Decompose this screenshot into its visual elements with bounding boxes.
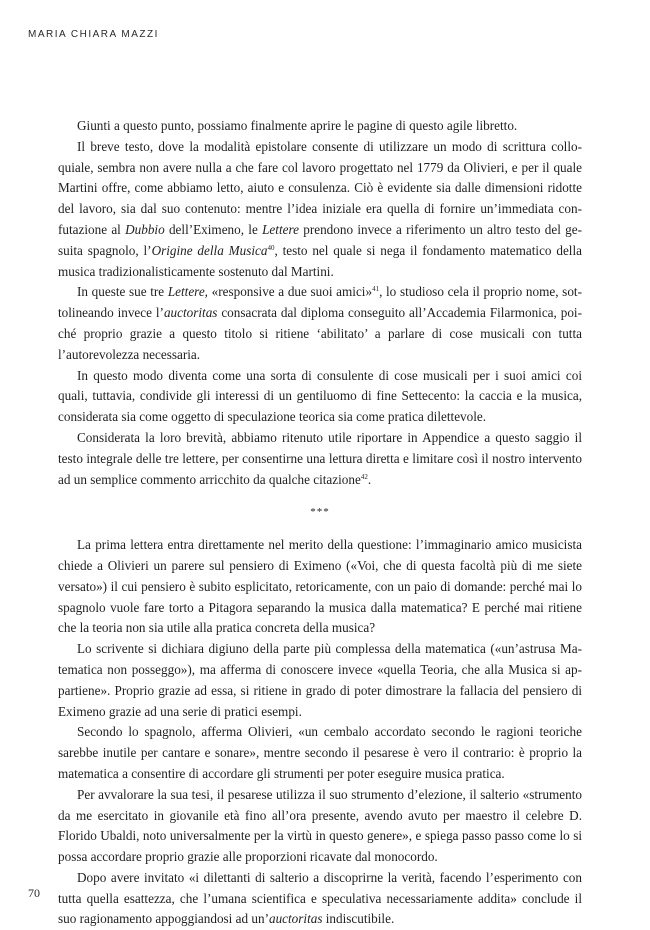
paragraphs-before (58, 116, 582, 490)
text-run: La prima lettera entra direttamente nel merito della questione: l’immaginario amico musicista chiede a Olivieri un parere sul pensiero di Eximeno («Voi, che di questa facoltà più di me siete versato») il cui pensiero è subito esplicitato, retoricamente, con un paio di domande: perché mai lo spagnolo vuole fare torto a Pitagora separando la musica dalla matematica? E perché mai ritiene che la teoria non sia utile alla pratica concreta della musica? (58, 537, 582, 636)
text-run: «responsive a due suoi amici» (207, 284, 373, 300)
paragraph (58, 116, 582, 137)
footnote-ref: 42 (360, 472, 368, 481)
text-run: , testo nel quale si nega il fondamento matematico della musica tradizionalisticamente sostenuto dal Martini. (58, 242, 582, 279)
text-run: prendono invece a riferimento un altro testo del gesuita spagnolo, l’ (58, 221, 583, 258)
paragraph (58, 785, 582, 868)
text-run: Considerata la loro brevità, abbiamo ritenuto utile riportare in Appendice a questo saggio il testo integrale delle tre lettere, per consentirne una lettura diretta e limitare così il nostro intervento ad un semplice commento arricchito da qualche citazione (58, 429, 582, 487)
italic-text: Origine della Musica (151, 242, 268, 258)
text-run: Giunti a questo punto, possiamo finalmente aprire le pagine di questo agile libretto. (77, 118, 518, 133)
text-run: . (367, 471, 372, 487)
text-run: Dopo avere invitato «i dilettanti di salterio a discoprirne la verità, facendo l’esperimento con tutta quella esattezza, che l’umana scientifica e speculativa necessariamente addita» conclude il suo ragionamento appoggiandosi ad un’ (58, 869, 582, 927)
text-run: dell’Eximeno, le (164, 221, 263, 237)
page-number: 70 (28, 886, 40, 900)
italic-text: auctoritas (268, 911, 323, 927)
text-run: Secondo lo spagnolo, afferma Olivieri, «un cembalo accordato secondo le ragioni teoriche sarebbe inutile per cantare e sonare», mentre secondo il pesarese è vero il contrario: è proprio la matematica a consentire di accordare gli strumenti per poter eseguire musica pratica. (58, 724, 582, 781)
paragraph (58, 722, 582, 784)
paragraph (58, 535, 582, 639)
body-text (58, 116, 582, 930)
paragraph (58, 366, 582, 428)
paragraph (58, 282, 582, 365)
text-run: consacrata dal diploma conseguito all’Accademia Filarmonica, poiché proprio grazie a questo titolo si ritiene ‘abilitato’ a parlare di cose musicali con tutta l’autorevolezza necessaria. (58, 305, 582, 362)
footnote-ref: 40 (267, 243, 275, 252)
paragraphs-after (58, 535, 582, 930)
text-run: Per avvalorare la sua tesi, il pesarese utilizza il suo strumento d’elezione, il salterio «strumento da me esercitato in giovanile età fino all’ora presente, avendo avuto per maestro il celebre D. Florido Ubaldi, noto universalmente per la virtù in questo genere», e spiega passo passo come lo si possa accordare proprio grazie alle proporzioni ricavate dal monocordo. (58, 786, 582, 865)
footnote-ref: 41 (372, 285, 380, 294)
italic-text: Dubbio (125, 221, 165, 237)
paragraph (58, 868, 582, 930)
paragraph (58, 428, 582, 490)
text-run: In questo modo diventa come una sorta di consulente di cose musicali per i suoi amici coi quali, tuttavia, condivide gli interessi di un gentiluomo di fine Settecento: la caccia e la musica, considerata sia come oggetto di speculazione teorica sia come pratica dilettevole. (58, 367, 582, 425)
text-run: Il breve testo, dove la modalità epistolare consente di utilizzare un modo di scrittura colloquiale, sembra non avere nulla a che fare col lavoro progettato nel 1779 da Olivieri, e per il quale Martini offre, come abbiamo letto, aiuto e consulenza. Ciò è evidente sia dalle dimensioni ridotte del lavoro, sia dal suo contenuto: mentre l’idea iniziale era quella di fornire un’immediata confutazione al (58, 138, 582, 237)
italic-text: Lettere (262, 221, 299, 237)
paragraph (58, 639, 582, 722)
section-separator: *** (310, 506, 330, 519)
italic-text: auctoritas (163, 305, 218, 321)
text-run: indiscutibile. (322, 911, 395, 927)
paragraph (58, 137, 582, 283)
text-run: , lo studioso cela il proprio nome, sottolineando invece l’ (58, 284, 582, 321)
text-run: Lo scrivente si dichiara digiuno della parte più complessa della matematica («un’astrusa Matematica non posseggo»), ma afferma di conoscere invece «quella Teoria, che alla Musica si appartiene». Proprio grazie ad essa, si ritiene in grado di poter dimostrare la fallacia del pensiero di Eximeno grazie ad una serie di pratici esempi. (58, 641, 582, 719)
running-head-author: MARIA CHIARA MAZZI (28, 29, 159, 40)
text-run: In queste sue tre (77, 284, 168, 300)
italic-text: Lettere, (167, 284, 208, 300)
